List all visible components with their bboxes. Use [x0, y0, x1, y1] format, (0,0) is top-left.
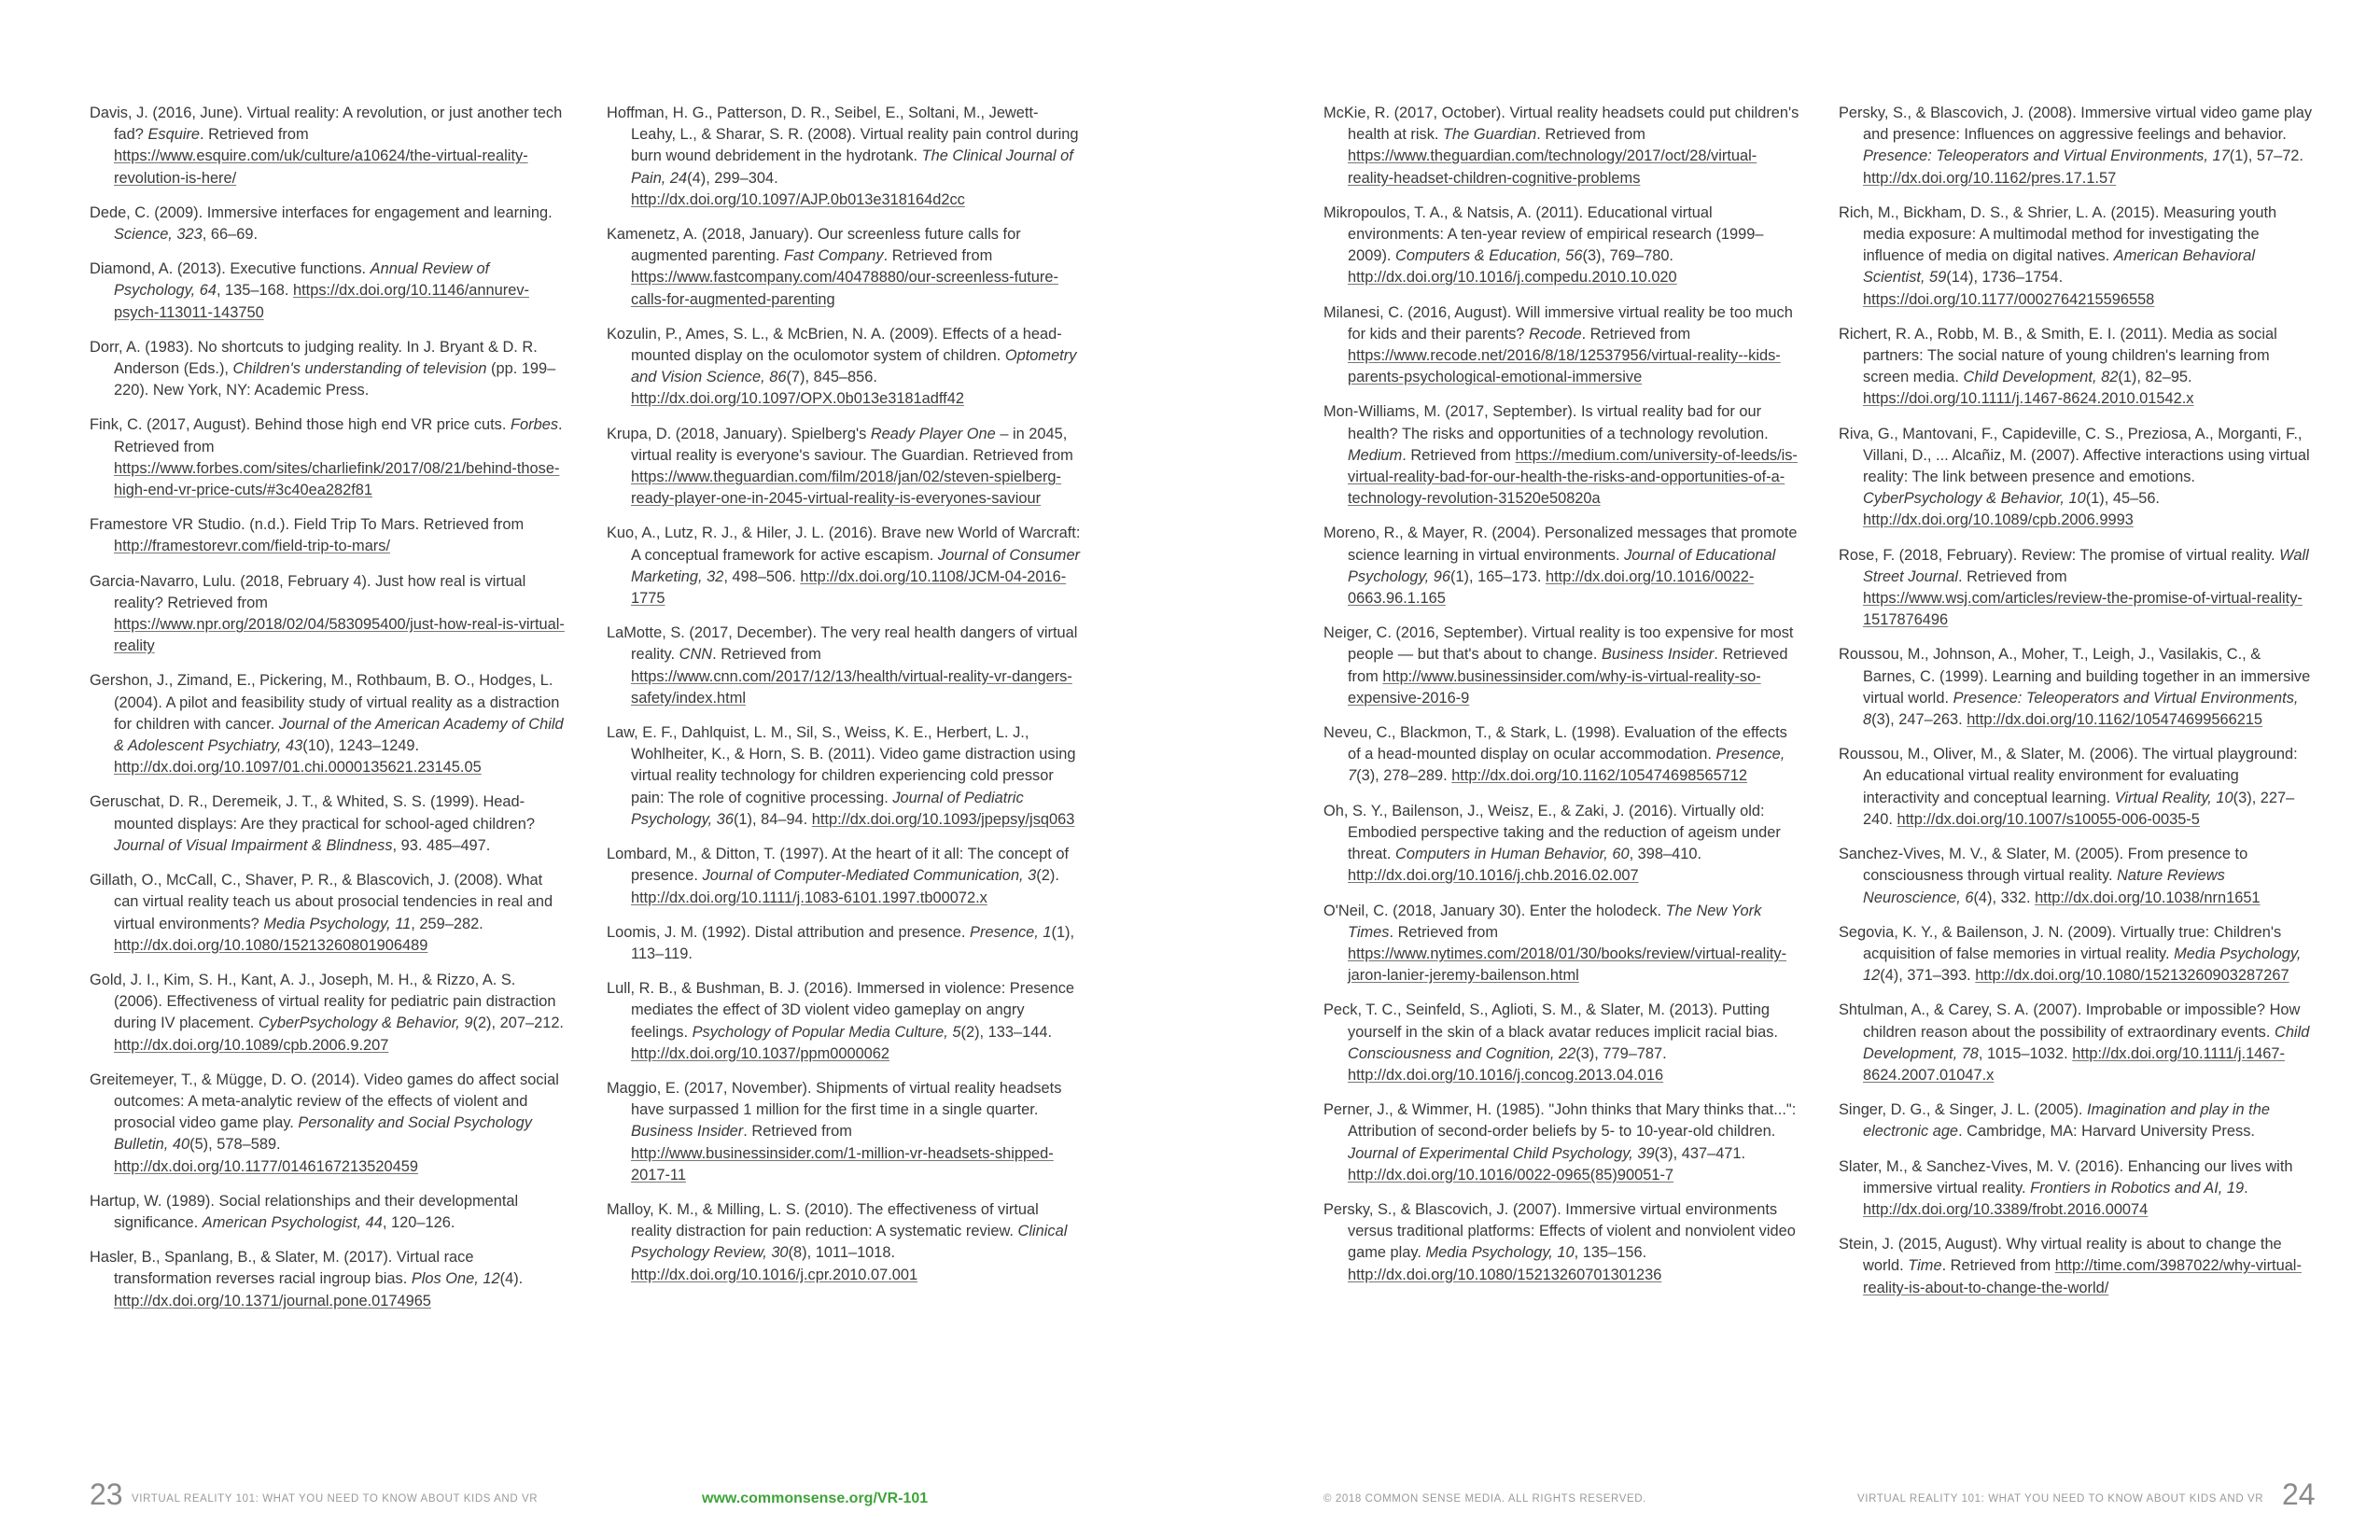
reference-link[interactable]: https://www.wsj.com/articles/review-the-promise-of-virtual-reality-1517876496 — [1863, 590, 2303, 629]
reference-source-title: CyberPsychology & Behavior, 9 — [258, 1015, 473, 1032]
reference-text: Mon-Williams, M. (2017, September). Is virtual reality bad for our health? The risks and opportunities of a technology revolution. — [1323, 403, 1769, 442]
reference-entry — [1839, 324, 2315, 411]
reference-entry — [607, 978, 1083, 1065]
reference-source-title: Computers & Education, 56 — [1395, 247, 1583, 265]
reference-link[interactable]: http://dx.doi.org/10.3389/frobt.2016.00074 — [1863, 1200, 2149, 1218]
reference-link[interactable]: https://doi.org/10.1177/0002764215596558 — [1863, 290, 2155, 308]
reference-text: Krupa, D. (2018, January). Spielberg's — [607, 425, 871, 442]
reference-text: Dede, C. (2009). Immersive interfaces for engagement and learning. — [90, 203, 553, 221]
reference-source-title: Media Psychology, 10 — [1425, 1244, 1575, 1262]
reference-entry — [90, 414, 566, 501]
reference-link[interactable]: http://dx.doi.org/10.1162/pres.17.1.57 — [1863, 169, 2117, 187]
reference-text: Richert, R. A., Robb, M. B., & Smith, E. I. (2011). Media as social partners: The social nature of young children's learning from screen media. — [1839, 325, 2277, 386]
reference-text: (2). — [1036, 867, 1059, 885]
reference-text: Rose, F. (2018, February). Review: The promise of virtual reality. — [1839, 546, 2280, 564]
copyright-notice: © 2018 COMMON SENSE MEDIA. ALL RIGHTS RESERVED. — [1323, 1493, 1646, 1505]
reference-link[interactable]: http://dx.doi.org/10.1016/j.chb.2016.02.007 — [1348, 867, 1639, 885]
reference-text: Gold, J. I., Kim, S. H., Kant, A. J., Joseph, M. H., & Rizzo, A. S. (2006). Effectiveness of virtual reality for pediatric pain distraction during IV placement. — [90, 971, 556, 1032]
reference-source-title: Media Psychology, 12 — [1863, 945, 2302, 985]
reference-source-title: Clinical Psychology Review, 30 — [631, 1223, 1068, 1262]
reference-text: (4), 299–304. — [687, 169, 778, 187]
reference-link[interactable]: http://dx.doi.org/10.1038/nrn1651 — [2035, 889, 2261, 906]
reference-link[interactable]: http://dx.doi.org/10.1080/15213260903287267 — [1975, 967, 2289, 985]
reference-link[interactable]: https://www.npr.org/2018/02/04/583095400/just-how-real-is-virtual-reality — [114, 616, 565, 655]
reference-text: Gershon, J., Zimand, E., Pickering, M., Rothbaum, B. O., Hodges, L. (2004). A pilot and feasibility study of virtual reality as a distraction for children with cancer. — [90, 672, 560, 733]
reference-entry — [1839, 203, 2315, 311]
reference-text: Hartup, W. (1989). Social relationships and their developmental significance. — [90, 1192, 519, 1231]
reference-link[interactable]: https://www.fastcompany.com/40478880/our-screenless-future-calls-for-augmented-parenting — [631, 269, 1058, 308]
reference-entry — [1323, 623, 1799, 709]
reference-entry — [607, 224, 1083, 311]
reference-source-title: Medium — [1348, 446, 1403, 464]
reference-text: (7), 845–856. — [786, 369, 877, 386]
reference-text: Greitemeyer, T., & Mügge, D. O. (2014). Video games do affect social outcomes: A meta-analytic review of the effects of violent and prosocial video game play. — [90, 1071, 559, 1132]
reference-source-title: Business Insider — [1601, 646, 1715, 664]
reference-link[interactable]: http://dx.doi.org/10.1177/0146167213520459 — [114, 1157, 418, 1175]
reference-source-title: Personality and Social Psychology Bulletin, 40 — [114, 1114, 532, 1154]
reference-text: Rich, M., Bickham, D. S., & Shrier, L. A. (2015). Measuring youth media exposure: A multimodal method for investigating the influence of media on digital natives. — [1839, 203, 2277, 265]
reference-source-title: Presence, 1 — [970, 923, 1052, 941]
reference-link[interactable]: https://www.esquire.com/uk/culture/a10624/the-virtual-reality-revolution-is-here/ — [114, 147, 528, 187]
reference-text: (3), 227–240. — [1863, 789, 2295, 828]
website-link[interactable]: www.commonsense.org/VR-101 — [702, 1491, 929, 1506]
reference-text: Sanchez-Vives, M. V., & Slater, M. (2005). From presence to consciousness through virtual reality. — [1839, 846, 2248, 885]
reference-link[interactable]: http://dx.doi.org/10.1097/01.chi.0000135621.23145.05 — [114, 759, 482, 777]
reference-source-title: CNN — [679, 646, 713, 664]
reference-text: Persky, S., & Blascovich, J. (2008). Immersive virtual video game play and presence: Influences on aggressive feelings and behavior. — [1839, 105, 2313, 144]
reference-text: – in 2045, virtual reality is everyone's saviour. The Guardian. Retrieved from — [631, 425, 1073, 464]
reference-text: , 398–410. — [1629, 846, 1702, 863]
reference-link[interactable]: http://dx.doi.org/10.1162/105474698565712 — [1451, 767, 1748, 785]
reference-text: (2), 133–144. — [960, 1023, 1053, 1041]
reference-text: McKie, R. (2017, October). Virtual reality headsets could put children's health at risk. — [1323, 105, 1799, 144]
reference-source-title: Journal of Experimental Child Psychology, 39 — [1348, 1144, 1655, 1162]
reference-text: (1), 84–94. — [733, 810, 812, 828]
reference-text: Peck, T. C., Seinfeld, S., Aglioti, S. M., & Slater, M. (2013). Putting yourself in the skin of a black avatar reduces implicit racial bias. — [1323, 1001, 1778, 1041]
reference-text: (4), 371–393. — [1880, 967, 1976, 985]
reference-text: Fink, C. (2017, August). Behind those high end VR price cuts. — [90, 416, 511, 434]
reference-text: Persky, S., & Blascovich, J. (2007). Immersive virtual environments versus traditional platforms: Effects of violent and nonviolent video game play. — [1323, 1200, 1796, 1262]
reference-link[interactable]: http://dx.doi.org/10.1089/cpb.2006.9.207 — [114, 1036, 389, 1054]
reference-text: Dorr, A. (1983). No shortcuts to judging reality. In J. Bryant & D. R. Anderson (Eds.), — [90, 338, 538, 378]
reference-source-title: Business Insider — [631, 1123, 744, 1141]
reference-entry — [90, 1191, 566, 1234]
reference-text: (10), 1243–1249. — [302, 737, 420, 755]
reference-text: O'Neil, C. (2018, January 30). Enter the holodeck. — [1323, 902, 1666, 919]
reference-link[interactable]: http://dx.doi.org/10.1007/s10055-006-0035-5 — [1897, 810, 2200, 828]
reference-source-title: Esquire — [147, 126, 201, 144]
reference-entry — [90, 791, 566, 857]
reference-link[interactable]: http://framestorevr.com/field-trip-to-mars/ — [114, 538, 391, 555]
reference-text: . Retrieved from — [1348, 646, 1788, 685]
reference-text: Milanesi, C. (2016, August). Will immersive virtual reality be too much for kids and their parents? — [1323, 303, 1793, 343]
reference-entry — [1323, 1199, 1799, 1286]
reference-text: . Retrieved from — [1389, 923, 1499, 941]
reference-entry — [90, 571, 566, 658]
reference-entry — [1839, 1234, 2315, 1299]
reference-text: . Retrieved from — [200, 126, 309, 144]
reference-text: , 1015–1032. — [1978, 1044, 2073, 1062]
reference-entry — [607, 523, 1083, 609]
reference-source-title: Ready Player One — [870, 425, 996, 442]
reference-source-title: The Clinical Journal of Pain, 24 — [631, 147, 1073, 187]
reference-link[interactable]: https://www.nytimes.com/2018/01/30/books/review/virtual-reality-jaron-lanier-jeremy-bailenson.html — [1348, 945, 1787, 985]
reference-text: (3), 437–471. — [1654, 1144, 1746, 1162]
reference-source-title: Child Development, 82 — [1963, 369, 2119, 386]
reference-text: Loomis, J. M. (1992). Distal attribution and presence. — [607, 923, 971, 941]
reference-link[interactable]: https://www.cnn.com/2017/12/13/health/virtual-reality-vr-dangers-safety/index.html — [631, 667, 1072, 707]
reference-link[interactable]: http://dx.doi.org/10.1016/j.cpr.2010.07.001 — [631, 1266, 918, 1283]
reference-entry — [1323, 401, 1799, 510]
reference-source-title: Media Psychology, 11 — [263, 915, 412, 932]
reference-text: Malloy, K. M., & Milling, L. S. (2010). The effectiveness of virtual reality distraction for pain reduction: A systematic review. — [607, 1200, 1039, 1240]
reference-link[interactable]: https://medium.com/university-of-leeds/is-virtual-reality-bad-for-our-health-the-risks-and-opportunities-of-a-technology-revolution-31520e50820a — [1348, 446, 1798, 508]
reference-source-title: Presence, 7 — [1348, 746, 1785, 785]
reference-entry — [1323, 722, 1799, 788]
reference-source-title: American Psychologist, 44 — [202, 1213, 383, 1231]
reference-source-title: Child Development, 78 — [1863, 1023, 2310, 1062]
reference-entry — [1839, 424, 2315, 532]
reference-entry — [1323, 203, 1799, 289]
reference-entry — [607, 844, 1083, 909]
reference-text: , 66–69. — [202, 226, 259, 244]
reference-text: (1), 113–119. — [631, 923, 1075, 962]
reference-link[interactable]: http://dx.doi.org/10.1097/AJP.0b013e318164d2cc — [631, 190, 965, 208]
reference-entry — [1839, 1099, 2315, 1142]
reference-link[interactable]: http://dx.doi.org/10.1016/0022-0965(85)90051-7 — [1348, 1166, 1674, 1183]
reference-source-title: Journal of Consumer Marketing, 32 — [631, 546, 1081, 585]
reference-source-title: Psychology of Popular Media Culture, 5 — [692, 1023, 961, 1041]
reference-link[interactable]: http://dx.doi.org/10.1016/0022-0663.96.1.165 — [1348, 567, 1755, 608]
reference-text: Moreno, R., & Mayer, R. (2004). Personalized messages that promote science learning in virtual environments. — [1323, 525, 1798, 564]
reference-link[interactable]: http://dx.doi.org/10.1371/journal.pone.0174965 — [114, 1292, 431, 1309]
reference-link[interactable]: http://dx.doi.org/10.1016/j.compedu.2010.10.020 — [1348, 269, 1677, 287]
reference-text: Roussou, M., Johnson, A., Moher, T., Leigh, J., Vasilakis, C., & Barnes, C. (1999). Learning and building together in an immersive virtual world. — [1839, 646, 2311, 707]
reference-source-title: Wall Street Journal — [1863, 546, 2309, 585]
reference-entry — [1323, 302, 1799, 389]
reference-source-title: Time — [1908, 1257, 1942, 1275]
reference-text: Maggio, E. (2017, November). Shipments of virtual reality headsets have surpassed 1 million for the first time in a single quarter. — [607, 1079, 1062, 1119]
reference-entry — [607, 1199, 1083, 1286]
reference-entry — [1839, 103, 2315, 189]
reference-entry — [1323, 901, 1799, 987]
reference-entry — [1323, 1099, 1799, 1186]
reference-entry — [607, 1078, 1083, 1186]
reference-source-title: Science, 323 — [114, 226, 203, 244]
reference-source-title: Presence: Teleoperators and Virtual Environments, 8 — [1863, 689, 2299, 729]
reference-link[interactable]: http://dx.doi.org/10.1080/15213260801906489 — [114, 936, 428, 954]
reference-link[interactable]: http://dx.doi.org/10.1162/105474699566215 — [1967, 711, 2263, 729]
reference-text: Lombard, M., & Ditton, T. (1997). At the heart of it all: The concept of presence. — [607, 846, 1070, 885]
reference-source-title: The New York Times — [1348, 902, 1762, 941]
reference-text: . — [2244, 1179, 2248, 1197]
reference-entry — [90, 103, 566, 189]
reference-source-title: Virtual Reality, 10 — [2114, 789, 2233, 806]
reference-text: (5), 578–589. — [189, 1136, 281, 1154]
reference-text: (8), 1011–1018. — [788, 1244, 896, 1262]
reference-source-title: Recode — [1529, 325, 1582, 343]
reference-link[interactable]: http://time.com/3987022/why-virtual-reality-is-about-to-change-the-world/ — [1863, 1257, 2302, 1296]
reference-text: , 498–506. — [723, 567, 801, 585]
reference-source-title: Optometry and Vision Science, 86 — [631, 347, 1077, 386]
reference-source-title: Computers in Human Behavior, 60 — [1395, 846, 1630, 863]
reference-text: Oh, S. Y., Bailenson, J., Weisz, E., & Zaki, J. (2016). Virtually old: Embodied perspective taking and the reduction of ageism under threat. — [1323, 802, 1781, 863]
reference-link[interactable]: http://dx.doi.org/10.1093/jpepsy/jsq063 — [811, 810, 1075, 828]
reference-text: . Retrieved from — [712, 646, 821, 664]
reference-text: Gillath, O., McCall, C., Shaver, P. R., & Blascovich, J. (2008). What can virtual reality teach us about prosocial tendencies in real and virtual environments? — [90, 872, 553, 932]
reference-entry — [1323, 523, 1799, 609]
reference-text: (3), 278–289. — [1356, 767, 1452, 785]
reference-link[interactable]: http://dx.doi.org/10.1037/ppm0000062 — [631, 1044, 890, 1062]
left-running-head: VIRTUAL REALITY 101: WHAT YOU NEED TO KNOW ABOUT KIDS AND VR — [132, 1493, 539, 1505]
reference-text: , 120–126. — [382, 1213, 455, 1231]
reference-text: Geruschat, D. R., Deremeik, J. T., & Whited, S. S. (1999). Head-mounted displays: Are they practical for school-aged children? — [90, 793, 535, 833]
reference-source-title: Forbes — [511, 416, 559, 434]
reference-link[interactable]: https://www.forbes.com/sites/charliefink/2017/08/21/behind-those-high-end-vr-price-cuts/#3c40ea282f81 — [114, 459, 560, 499]
reference-text: (3), 779–787. — [1575, 1044, 1667, 1062]
reference-text: Riva, G., Mantovani, F., Capideville, C. S., Preziosa, A., Morganti, F., Villani, D., ... Alcañiz, M. (2007). Affective interactions using virtual reality: The link between presence and emotions. — [1839, 425, 2310, 486]
reference-entry — [90, 1070, 566, 1178]
reference-entry — [1839, 644, 2315, 731]
reference-text: (1), 82–95. — [2118, 369, 2192, 386]
reference-source-title: Consciousness and Cognition, 22 — [1348, 1044, 1576, 1062]
reference-text: Law, E. F., Dahlquist, L. M., Sil, S., Weiss, K. E., Herbert, L. J., Wohlheiter, K., & Horn, S. B. (2011). Video game distraction using virtual reality technology for children experiencing cold pressor pain: The role of cognitive processing. — [607, 724, 1076, 806]
reference-text: (14), 1736–1754. — [1946, 269, 2064, 287]
reference-entry — [90, 970, 566, 1057]
reference-text: (3), 769–780. — [1582, 247, 1673, 265]
reference-text: Singer, D. G., & Singer, J. L. (2005). — [1839, 1101, 2088, 1119]
reference-source-title: Nature Reviews Neuroscience, 6 — [1863, 867, 2225, 906]
reference-text: (4), 332. — [1973, 889, 2036, 906]
reference-text: Slater, M., & Sanchez-Vives, M. V. (2016). Enhancing our lives with immersive virtual reality. — [1839, 1157, 2293, 1197]
reference-text: Roussou, M., Oliver, M., & Slater, M. (2006). The virtual playground: An educational virtual reality environment for evaluating interactivity and conceptual learning. — [1839, 746, 2298, 806]
reference-text: Diamond, A. (2013). Executive functions. — [90, 260, 371, 278]
reference-link[interactable]: http://www.businessinsider.com/1-million-vr-headsets-shipped-2017-11 — [631, 1144, 1054, 1183]
reference-link[interactable]: https://doi.org/10.1111/j.1467-8624.2010.01542.x — [1863, 390, 2194, 408]
reference-text: (1), 165–173. — [1449, 567, 1547, 585]
reference-entry — [90, 514, 566, 557]
reference-source-title: The Guardian — [1443, 126, 1537, 144]
reference-text: . Retrieved from — [743, 1123, 852, 1141]
reference-link[interactable]: https://www.theguardian.com/technology/2017/oct/28/virtual-reality-headset-children-cognitive-problems — [1348, 147, 1757, 187]
reference-source-title: Journal of Pediatric Psychology, 36 — [631, 789, 1024, 828]
reference-entry — [607, 324, 1083, 411]
reference-link[interactable]: http://dx.doi.org/10.1080/15213260701301236 — [1348, 1266, 1662, 1283]
reference-source-title: Annual Review of Psychology, 64 — [114, 260, 490, 300]
reference-text: (4). — [499, 1270, 524, 1288]
right-running-head: VIRTUAL REALITY 101: WHAT YOU NEED TO KNOW ABOUT KIDS AND VR — [1857, 1493, 2264, 1505]
reference-entry — [607, 623, 1083, 709]
reference-entry — [1839, 545, 2315, 632]
reference-text: . Cambridge, MA: Harvard University Press. — [1958, 1123, 2255, 1141]
reference-link[interactable]: https://www.recode.net/2016/8/18/12537956/virtual-reality--kids-parents-psychological-emotional-immersive — [1348, 347, 1781, 386]
reference-text: . Retrieved from — [114, 416, 563, 455]
reference-column-4 — [1839, 103, 2315, 1312]
reference-source-title: Children's understanding of television — [232, 360, 487, 378]
reference-link[interactable]: http://dx.doi.org/10.1111/j.1467-8624.2007.01047.x — [1863, 1044, 2285, 1084]
reference-link[interactable]: http://dx.doi.org/10.1108/JCM-04-2016-1775 — [631, 567, 1067, 608]
reference-text: (3), 247–263. — [1871, 711, 1967, 729]
reference-text: Garcia-Navarro, Lulu. (2018, February 4). Just how real is virtual reality? Retrieved from — [90, 572, 526, 611]
reference-text: (1), 57–72. — [2229, 147, 2303, 165]
reference-text: , 259–282. — [411, 915, 483, 932]
reference-source-title: Presence: Teleoperators and Virtual Environments, 17 — [1863, 147, 2230, 165]
reference-source-title: Journal of the American Academy of Child & Adolescent Psychiatry, 43 — [114, 715, 564, 755]
reference-entry — [90, 670, 566, 778]
reference-entry — [1323, 1000, 1799, 1086]
reference-text: Neveu, C., Blackmon, T., & Stark, L. (1998). Evaluation of the effects of a head-mounted display on ocular accommodation. — [1323, 724, 1787, 763]
reference-text: . Retrieved from — [1941, 1257, 2055, 1275]
reference-link[interactable]: https://www.theguardian.com/film/2018/jan/02/steven-spielberg-ready-player-one-in-2045-virtual-reality-is-everyones-saviour — [631, 469, 1062, 508]
reference-text: (1), 45–56. — [2085, 490, 2160, 508]
reference-text: Perner, J., & Wimmer, H. (1985). "John thinks that Mary thinks that...": Attribution of second-order beliefs by 5- to 10-year-old children. — [1323, 1101, 1797, 1141]
reference-text: Kozulin, P., Ames, S. L., & McBrien, N. A. (2009). Effects of a head-mounted display on the oculomotor system of children. — [607, 325, 1062, 365]
reference-source-title: Journal of Educational Psychology, 96 — [1348, 546, 1776, 585]
reference-text: Framestore VR Studio. (n.d.). Field Trip To Mars. Retrieved from — [90, 516, 525, 534]
reference-source-title: Imagination and play in the electronic age — [1863, 1101, 2270, 1141]
reference-link[interactable]: http://dx.doi.org/10.1097/OPX.0b013e3181adff42 — [631, 390, 964, 408]
reference-text: Mikropoulos, T. A., & Natsis, A. (2011). Educational virtual environments: A ten-year review of empirical research (1999–2009). — [1323, 203, 1764, 265]
reference-column-2 — [607, 103, 1083, 1299]
reference-source-title: American Behavioral Scientist, 59 — [1863, 247, 2256, 287]
reference-entry — [607, 424, 1083, 511]
reference-link[interactable]: http://dx.doi.org/10.1016/j.concog.2013.04.016 — [1348, 1066, 1664, 1084]
reference-text: , 135–156. — [1574, 1244, 1647, 1262]
reference-entry — [607, 922, 1083, 965]
reference-source-title: CyberPsychology & Behavior, 10 — [1863, 490, 2086, 508]
reference-link[interactable]: http://dx.doi.org/10.1089/cpb.2006.9993 — [1863, 511, 2134, 529]
reference-entry — [90, 203, 566, 245]
reference-text: . Retrieved from — [1581, 325, 1691, 343]
reference-link[interactable]: http://www.businessinsider.com/why-is-virtual-reality-so-expensive-2016-9 — [1348, 667, 1761, 707]
reference-column-3 — [1323, 103, 1799, 1299]
reference-source-title: Frontiers in Robotics and AI, 19 — [2030, 1179, 2245, 1197]
reference-text: Kamenetz, A. (2018, January). Our screenless future calls for augmented parenting. — [607, 226, 1021, 265]
reference-source-title: Plos One, 12 — [411, 1270, 500, 1288]
reference-text: . Retrieved from — [1536, 126, 1645, 144]
reference-text: Stein, J. (2015, August). Why virtual reality is about to change the world. — [1839, 1236, 2282, 1275]
reference-entry — [607, 103, 1083, 211]
reference-text: (pp. 199–220). New York, NY: Academic Press. — [114, 360, 556, 399]
reference-entry — [90, 259, 566, 324]
reference-text: (2), 207–212. — [472, 1015, 564, 1032]
reference-entry — [1323, 801, 1799, 888]
reference-source-title: Journal of Computer-Mediated Communication, 3 — [702, 867, 1037, 885]
reference-text: Hoffman, H. G., Patterson, D. R., Seibel, E., Soltani, M., Jewett-Leahy, L., & Sharar, S. R. (2008). Virtual reality pain control during burn wound debridement in the hydrotank. — [607, 105, 1079, 165]
reference-text: Hasler, B., Spanlang, B., & Slater, M. (2017). Virtual race transformation reverses racial ingroup bias. — [90, 1249, 474, 1288]
reference-entry — [1323, 103, 1799, 189]
reference-text: Davis, J. (2016, June). Virtual reality: A revolution, or just another tech fad? — [90, 105, 563, 144]
reference-entry — [90, 870, 566, 957]
reference-text: Neiger, C. (2016, September). Virtual reality is too expensive for most people — but that's about to change. — [1323, 624, 1794, 664]
reference-entry — [90, 1247, 566, 1312]
right-page-number: 24 — [2282, 1477, 2316, 1511]
left-page-number: 23 — [90, 1477, 123, 1511]
reference-text: Shtulman, A., & Carey, S. A. (2007). Improbable or impossible? How children reason about the possibility of extraordinary events. — [1839, 1001, 2301, 1041]
reference-text: . Retrieved from — [1402, 446, 1516, 464]
reference-column-1 — [90, 103, 566, 1325]
reference-entry — [1839, 844, 2315, 909]
reference-source-title: Fast Company — [784, 247, 884, 265]
reference-text: Segovia, K. Y., & Bailenson, J. N. (2009). Virtually true: Children's acquisition of false memories in virtual reality. — [1839, 923, 2282, 962]
reference-text: Kuo, A., Lutz, R. J., & Hiler, J. L. (2016). Brave new World of Warcraft: A conceptual framework for active escapism. — [607, 525, 1081, 564]
reference-text: Lull, R. B., & Bushman, B. J. (2016). Immersed in violence: Presence mediates the effect of 3D violent video gameplay on angry feelings. — [607, 980, 1075, 1041]
reference-link[interactable]: http://dx.doi.org/10.1111/j.1083-6101.1997.tb00072.x — [631, 889, 987, 906]
reference-text: , 135–168. — [216, 282, 293, 300]
reference-link[interactable]: https://dx.doi.org/10.1146/annurev-psych-113011-143750 — [114, 282, 529, 321]
reference-entry — [1839, 744, 2315, 831]
reference-entry — [1839, 1000, 2315, 1086]
reference-text: , 93. 485–497. — [392, 836, 491, 854]
reference-entry — [90, 337, 566, 402]
reference-entry — [1839, 922, 2315, 987]
reference-entry — [607, 722, 1083, 831]
reference-entry — [1839, 1156, 2315, 1222]
reference-text: LaMotte, S. (2017, December). The very real health dangers of virtual reality. — [607, 624, 1078, 664]
reference-source-title: Journal of Visual Impairment & Blindness — [114, 836, 393, 854]
reference-text: . Retrieved from — [883, 247, 993, 265]
reference-text: . Retrieved from — [1958, 567, 2067, 585]
